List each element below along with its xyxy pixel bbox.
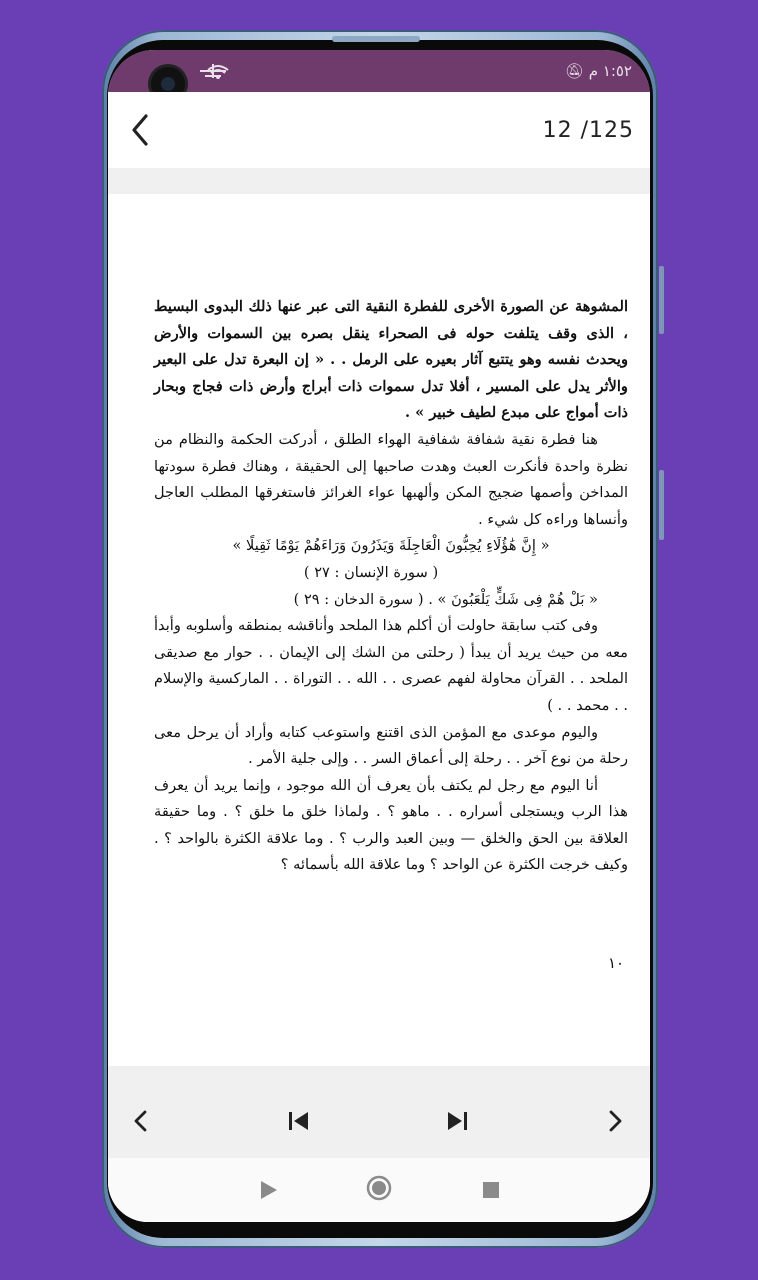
volume-button (659, 266, 664, 334)
quran-verse: « بَلْ هُمْ فِى شَكٍّ يَلْعَبُونَ » . ( سورة الدخان : ٢٩ ) (293, 590, 598, 608)
page-separator (108, 168, 650, 194)
skip-previous-icon[interactable] (284, 1106, 314, 1136)
reader-navigation-bar (108, 1066, 650, 1158)
status-time: ١:٥٢ م (588, 62, 632, 80)
paragraph: وفى كتب سابقة حاولت أن أكلم هذا الملحد وأناقشه بمنطقه وأسلوبه وأبدأ معه من حيث يريد أن يبدأ ( رحلتى من الشك إلى الإيمان . . حوار مع صديقى الملحد . . القرآن محاولة لفهم عصرى . . الله . . التوراة . . الماركسية والإسلام . . محمد . . ) (154, 617, 628, 714)
paragraph: هنا فطرة نقية شفافة شفافية الهواء الطلق ، أدركت الحكمة والنظام من نظرة واحدة فأنكرت العبث وهدت صاحبها إلى الحقيقة ، وهناك فطرة سودتها المداخن وأصمها ضجيج المكن وألهبها عواء الغرائز فاستغرقها المطلب العاجل وأنساها وراءه كل شيء . (154, 430, 628, 528)
quran-verse: « إِنَّ هَٰؤُلَاءِ يُحِبُّونَ الْعَاجِلَةَ وَيَذَرُونَ وَرَاءَهُمْ يَوْمًا ثَقِيلًا » (232, 537, 550, 555)
book-page[interactable] (108, 194, 650, 1066)
skip-next-icon[interactable] (442, 1106, 472, 1136)
power-button (659, 470, 664, 540)
chevron-left-icon[interactable] (126, 1106, 156, 1136)
reader-toolbar (108, 92, 650, 168)
paragraph: المشوهة عن الصورة الأخرى للفطرة النقية التى عبر عنها ذلك البدوى البسيط ، الذى وقف يتلفت حوله فى الصحراء ينقل بصره بين السموات والأرض ويحدث نفسه وهو يتتبع آثار بعيره على الرمل . . « إن البعرة تدل على البعير والأثر يدل على المسير ، أفلا تدل سموات ذات أبراج وأرض ذات فجاج وبحار ذات أمواج على مبدع لطيف خبير » . (154, 298, 628, 422)
verse-reference: ( سورة الإنسان : ٢٧ ) (303, 563, 439, 581)
status-right (565, 62, 632, 80)
speaker-grille (332, 36, 420, 42)
home-circle-icon[interactable] (365, 1174, 393, 1202)
notification-off-icon: 🔕︎ (564, 62, 584, 80)
paragraph: واليوم موعدى مع المؤمن الذى اقتنع واستوعب كتابه وأراد أن يرحل معى رحلة من نوع آخر . . رحلة إلى أعماق السر . . وإلى جلية الأمر . (154, 723, 628, 768)
stop-square-icon[interactable] (480, 1178, 502, 1202)
back-arrow-icon[interactable] (122, 112, 158, 148)
screen (108, 50, 650, 1222)
paragraph: أنا اليوم مع رجل لم يكتف بأن يعرف أن الله موجود ، وإنما يريد أن يعرف هذا الرب ويستجلى أسراره . . ماهو ؟ . ولماذا خلق ما خلق ؟ . وما حقيقة العلاقة بين الحق والخلق — وبين العبد والرب ؟ . وما علاقة الكثرة بالواحد ؟ . وكيف خرجت الكثرة عن الواحد ؟ وما علاقة الله بأسمائه ؟ (154, 776, 628, 874)
page-number: ١٠ (608, 954, 625, 972)
page-indicator: 12 /125 (542, 118, 634, 143)
play-triangle-icon[interactable] (258, 1178, 280, 1202)
system-navigation-bar (108, 1158, 650, 1222)
chevron-right-icon[interactable] (600, 1106, 630, 1136)
status-bar (108, 50, 650, 92)
page-text (154, 294, 628, 879)
